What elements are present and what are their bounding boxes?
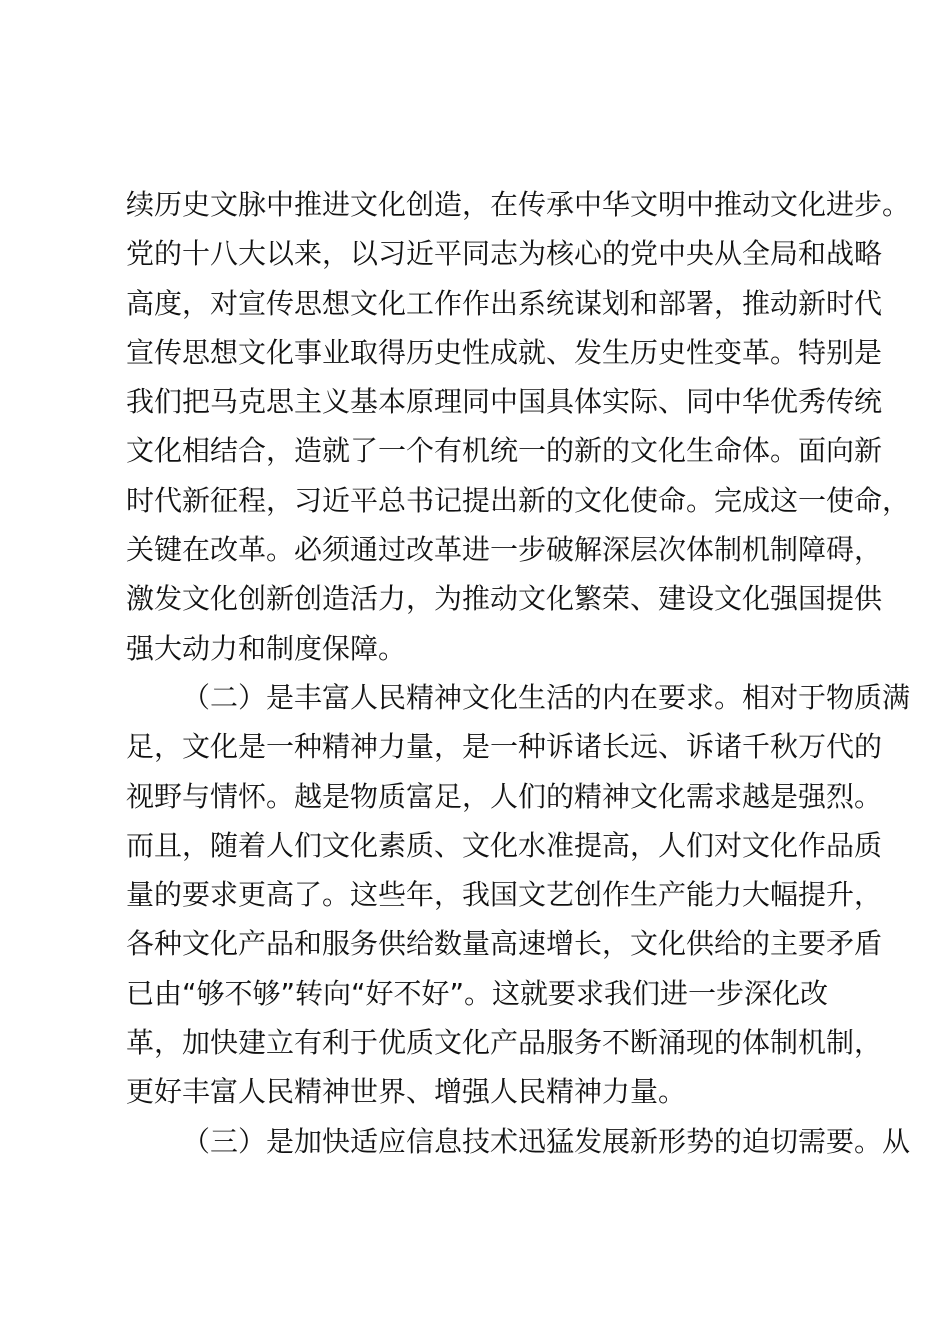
- paragraph-2-line: 量的要求更高了。这些年，我国文艺创作生产能力大幅提升，: [126, 878, 883, 912]
- paragraph-2: [126, 673, 911, 1117]
- paragraph-1-line: 续历史文脉中推进文化创造，在传承中华文明中推动文化进步。: [126, 188, 911, 221]
- paragraph-2-line: 视野与情怀。越是物质富足，人们的精神文化需求越是强烈。: [126, 779, 883, 813]
- paragraph-2-line: 足，文化是一种精神力量，是一种诉诸长远、诉诸千秋万代的: [126, 730, 883, 764]
- paragraph-1-line: 关键在改革。必须通过改革进一步破解深层次体制机制障碍，: [126, 533, 883, 567]
- paragraph-1-line: 宣传思想文化事业取得历史性成就、发生历史性变革。特别是: [126, 335, 883, 369]
- paragraph-1-line: 激发文化创新创造活力，为推动文化繁荣、建设文化强国提供: [126, 582, 883, 616]
- paragraph-2-line: 革，加快建立有利于优质文化产品服务不断涌现的体制机制，: [126, 1026, 883, 1060]
- paragraph-2-line: （二）是丰富人民精神文化生活的内在要求。相对于物质满: [182, 680, 911, 714]
- paragraph-1-line: 我们把马克思主义基本原理同中国具体实际、同中华优秀传统: [126, 385, 883, 419]
- paragraph-3: [126, 1117, 911, 1166]
- paragraph-1-line: 党的十八大以来，以习近平同志为核心的党中央从全局和战略: [126, 237, 883, 271]
- paragraph-1: [126, 180, 911, 673]
- document-body: [126, 180, 911, 1166]
- paragraph-1-line: 强大动力和制度保障。: [126, 631, 407, 665]
- paragraph-2-line: 各种文化产品和服务供给数量高速增长，文化供给的主要矛盾: [126, 927, 883, 961]
- paragraph-1-line: 时代新征程，习近平总书记提出新的文化使命。完成这一使命，: [126, 483, 911, 517]
- paragraph-2-line: 已由“够不够”转向“好不好”。这就要求我们进一步深化改: [126, 976, 829, 1010]
- paragraph-1-line: 文化相结合，造就了一个有机统一的新的文化生命体。面向新: [126, 434, 883, 468]
- paragraph-1-line: 高度，对宣传思想文化工作作出系统谋划和部署，推动新时代: [126, 286, 883, 320]
- paragraph-2-line: 更好丰富人民精神世界、增强人民精神力量。: [126, 1075, 687, 1109]
- paragraph-2-line: 而且，随着人们文化素质、文化水准提高，人们对文化作品质: [126, 828, 883, 862]
- paragraph-3-line: （三）是加快适应信息技术迅猛发展新形势的迫切需要。从: [182, 1124, 911, 1158]
